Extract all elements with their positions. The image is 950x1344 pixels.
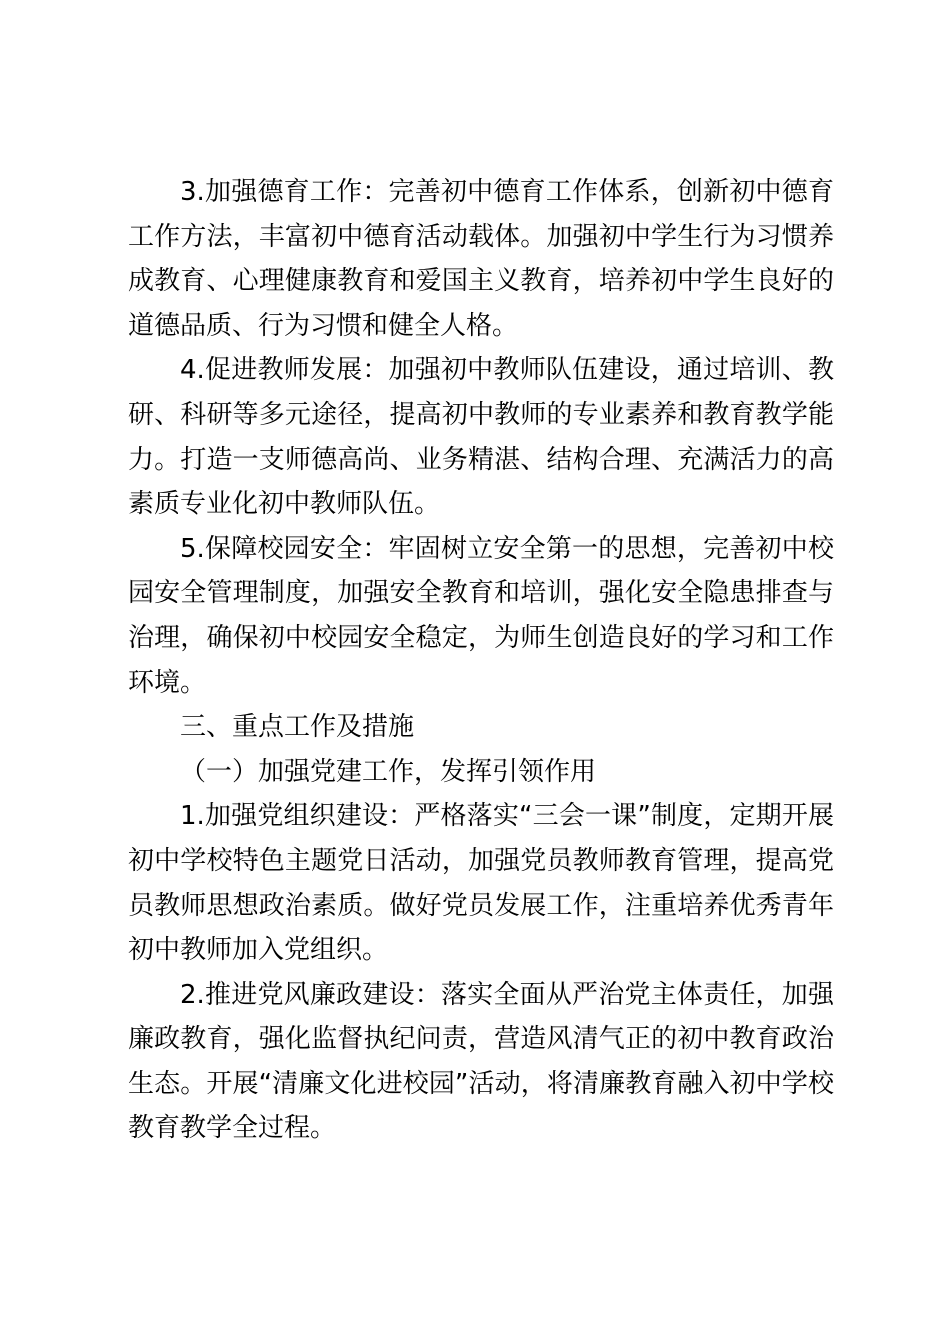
paragraph-campus-safety: 5.保障校园安全：牢固树立安全第一的思想，完善初中校园安全管理制度，加强安全教育和培训，强化安全隐患排查与治理，确保初中校园安全稳定，为师生创造良好的学习和工作环境。 [128,533,834,698]
document-body [128,170,834,1151]
section-heading: 三、重点工作及措施 [180,712,415,743]
paragraph-moral-education: 3.加强德育工作：完善初中德育工作体系，创新初中德育工作方法，丰富初中德育活动载体。加强初中学生行为习惯养成教育、心理健康教育和爱国主义教育，培养初中学生良好的道德品质、行为习惯和健全人格。 [128,177,834,341]
paragraph-clean-governance: 2.推进党风廉政建设：落实全面从严治党主体责任，加强廉政教育，强化监督执纪问责，营造风清气正的初中教育政治生态。开展“清廉文化进校园”活动，将清廉教育融入初中学校教育教学全过程。 [128,979,834,1144]
paragraph-teacher-development: 4.促进教师发展：加强初中教师队伍建设，通过培训、教研、科研等多元途径，提高初中教师的专业素养和教育教学能力。打造一支师德高尚、业务精湛、结构合理、充满活力的高素质专业化初中教师队伍。 [128,355,834,520]
subsection-heading: （一）加强党建工作，发挥引领作用 [180,756,597,787]
paragraph-party-organization: 1.加强党组织建设：严格落实“三会一课”制度，定期开展初中学校特色主题党日活动，加强党员教师教育管理，提高党员教师思想政治素质。做好党员发展工作，注重培养优秀青年初中教师加入党组织。 [128,801,834,966]
